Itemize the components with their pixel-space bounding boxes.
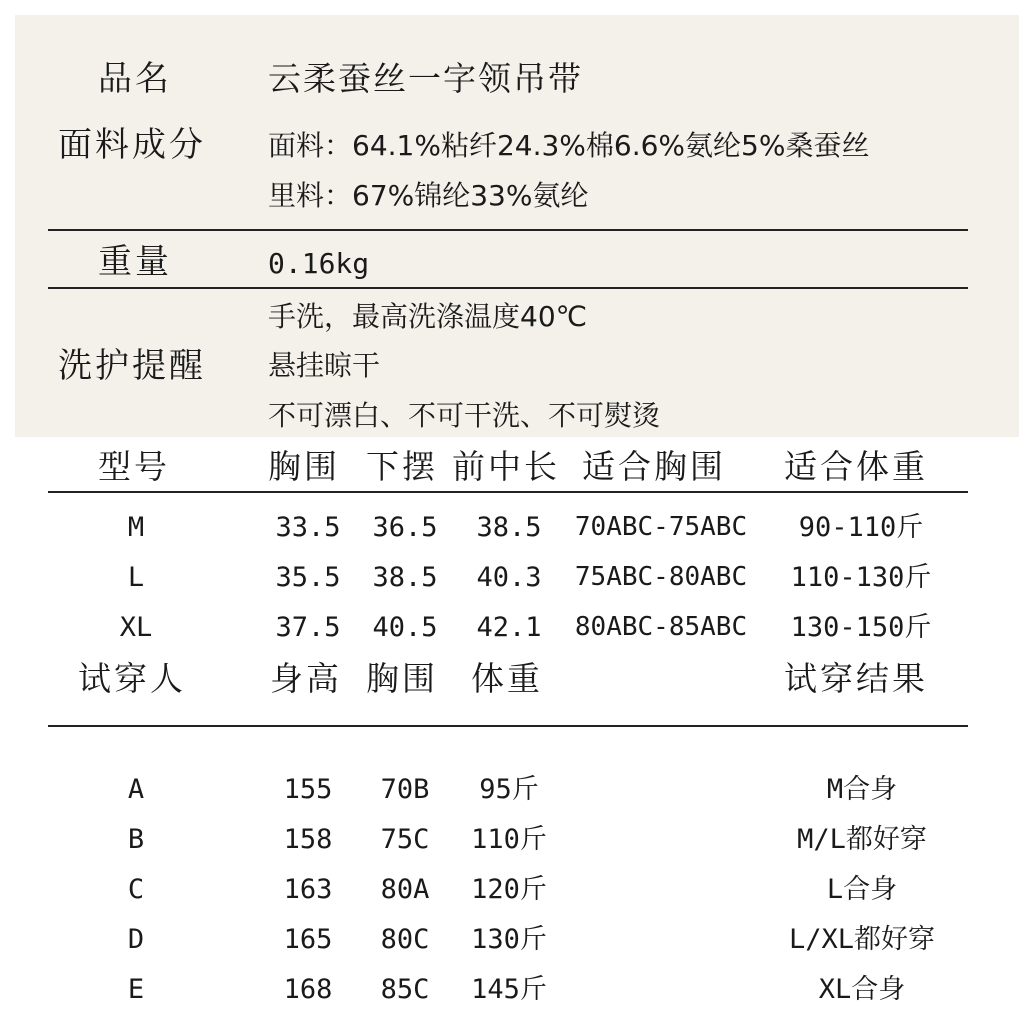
size-cell: 40.5 [372,612,438,643]
size-header: 下摆 [366,447,438,486]
care-item: 悬挂晾干 [268,349,381,382]
fit-cell: B [127,824,145,855]
fit-cell: 80A [380,874,430,905]
fit-cell: 80C [380,924,430,955]
size-header: 适合体重 [784,447,928,486]
fit-cell: M合身 [826,774,898,805]
fit-cell: A [127,774,145,805]
size-cell: 38.5 [476,512,542,543]
divider-4 [48,725,968,727]
fit-cell: 95斤 [479,774,539,805]
fit-header: 胸围 [366,659,438,698]
fabric-outer-value: 面料：64.1%粘纤24.3%棉6.6%氨纶5%桑蚕丝 [268,129,870,162]
fit-cell: M/L都好穿 [797,824,927,855]
size-cell: XL [119,612,153,643]
size-cell: 36.5 [372,512,438,543]
weight-label: 重量 [98,242,172,282]
fit-cell: 163 [283,874,333,905]
size-cell: 42.1 [476,612,542,643]
care-item: 手洗，最高洗涤温度40℃ [268,300,588,333]
size-header: 型号 [98,447,170,486]
fit-cell: 85C [380,974,430,1005]
divider-1 [48,229,968,231]
fit-cell: 158 [283,824,333,855]
fit-header: 体重 [471,659,543,698]
fit-cell: 145斤 [471,974,547,1005]
size-cell: L [127,562,145,593]
fit-cell: E [127,974,145,1005]
product-name-value: 云柔蚕丝一字领吊带 [268,59,583,98]
fit-cell: 165 [283,924,333,955]
fit-cell: 130斤 [471,924,547,955]
size-cell: 70ABC-75ABC [574,512,748,542]
size-cell: 33.5 [275,512,341,543]
care-item: 不可漂白、不可干洗、不可熨烫 [268,399,661,432]
fit-cell: 70B [380,774,430,805]
size-cell: 35.5 [275,562,341,593]
fit-cell: L合身 [826,874,898,905]
fit-header: 试穿结果 [784,659,928,698]
size-header: 胸围 [268,447,340,486]
care-label: 洗护提醒 [58,346,206,386]
size-cell: 110-130斤 [790,562,932,593]
fabric-label: 面料成分 [58,125,206,165]
divider-3 [48,491,968,493]
divider-2 [48,287,968,289]
fit-cell: 110斤 [471,824,547,855]
fit-header: 身高 [270,659,342,698]
size-cell: 40.3 [476,562,542,593]
fit-cell: 75C [380,824,430,855]
weight-value: 0.16kg [268,247,370,280]
size-cell: 37.5 [275,612,341,643]
fit-cell: 168 [283,974,333,1005]
fabric-lining-value: 里料：67%锦纶33%氨纶 [268,179,589,212]
size-cell: 130-150斤 [790,612,932,643]
size-header: 适合胸围 [582,447,726,486]
fit-cell: 120斤 [471,874,547,905]
size-cell: M [127,512,145,543]
size-header: 前中长 [452,447,560,486]
fit-cell: C [127,874,145,905]
size-cell: 75ABC-80ABC [574,562,748,592]
fit-cell: D [127,924,145,955]
size-cell: 38.5 [372,562,438,593]
product-name-label: 品名 [98,59,172,99]
size-cell: 90-110斤 [798,512,924,543]
fit-cell: 155 [283,774,333,805]
fit-header: 试穿人 [78,659,186,698]
fit-cell: XL合身 [818,974,906,1005]
size-cell: 80ABC-85ABC [574,612,748,642]
fit-cell: L/XL都好穿 [788,924,936,955]
